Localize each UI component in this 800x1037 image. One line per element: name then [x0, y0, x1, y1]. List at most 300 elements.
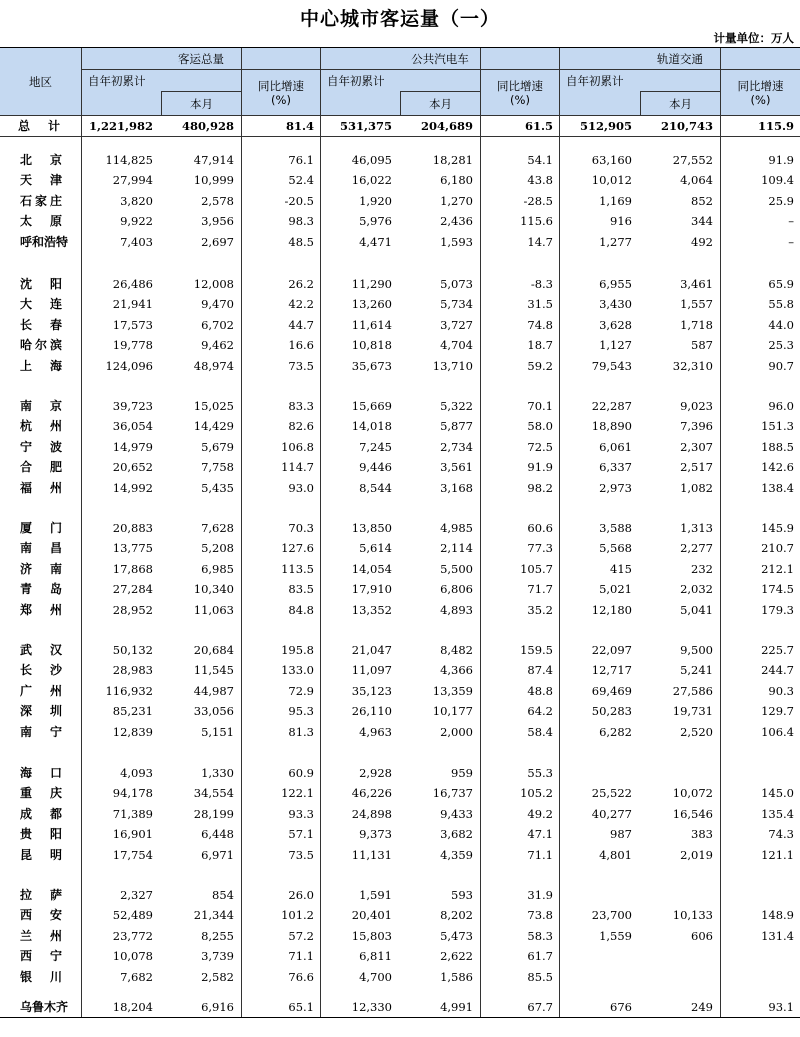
cell-rail-ytd: 25,522	[591, 786, 632, 800]
cell-rail-yoy: 142.6	[761, 460, 794, 474]
table-row	[0, 722, 800, 742]
cell-total-ytd: 14,979	[112, 440, 153, 454]
cell-bus-yoy: 59.2	[527, 359, 553, 373]
cell-bus-yoy: 71.1	[527, 848, 553, 862]
cell-bus-yoy: 49.2	[527, 807, 553, 821]
cell-total-yoy: 16.6	[288, 338, 314, 352]
cell-total-month: 28,199	[193, 807, 234, 821]
header-ytd-total: 自年初累计	[82, 70, 241, 115]
cell-rail-yoy: 74.3	[768, 827, 794, 841]
cell-total-ytd: 28,983	[112, 663, 153, 677]
cell-bus-yoy: 64.2	[527, 704, 553, 718]
cell-rail-month	[637, 946, 713, 966]
cell-rail-month	[637, 763, 713, 783]
cell-bus-month: 5,322	[440, 399, 473, 413]
cell-rail-ytd: 4,801	[599, 848, 632, 862]
cell-bus-ytd: 5,976	[359, 214, 392, 228]
header-group-total: 客运总量	[82, 48, 320, 69]
region-name: 上海	[20, 359, 62, 373]
cell-total-yoy: 98.3	[288, 214, 314, 228]
cell-rail-month: 606	[691, 929, 713, 943]
cell-bus-yoy: 54.1	[527, 153, 553, 167]
cell-bus-yoy: 14.7	[527, 235, 553, 249]
cell-rail-yoy: 129.7	[761, 704, 794, 718]
cell-total-yoy: 81.4	[285, 119, 314, 133]
cell-rail-month: 344	[691, 214, 713, 228]
cell-rail-yoy: 151.3	[761, 419, 794, 433]
cell-bus-ytd: 11,290	[351, 277, 392, 291]
cell-rail-ytd: 6,282	[599, 725, 632, 739]
cell-rail-ytd	[556, 763, 632, 783]
cell-bus-month: 5,473	[440, 929, 473, 943]
cell-rail-ytd: 5,568	[599, 541, 632, 555]
total-bottom-rule	[0, 136, 800, 137]
table-row	[0, 191, 800, 211]
cell-rail-yoy: 148.9	[761, 908, 794, 922]
table-row	[0, 335, 800, 355]
table-row	[0, 763, 800, 783]
cell-rail-yoy: 188.5	[761, 440, 794, 454]
table-row	[0, 885, 800, 905]
cell-rail-yoy	[718, 763, 794, 783]
cell-rail-month: 383	[691, 827, 713, 841]
cell-rail-ytd: 6,061	[599, 440, 632, 454]
cell-total-yoy: 76.1	[288, 153, 314, 167]
cell-total-yoy: -20.5	[284, 194, 314, 208]
table-bottom-rule	[0, 1017, 800, 1018]
cell-bus-ytd: 11,131	[351, 848, 392, 862]
cell-rail-ytd: 50,283	[591, 704, 632, 718]
cell-rail-ytd: 916	[610, 214, 632, 228]
cell-bus-yoy: -28.5	[523, 194, 553, 208]
cell-rail-month: 210,743	[660, 119, 713, 133]
cell-bus-month: 2,622	[440, 949, 473, 963]
header-divider	[640, 91, 720, 92]
cell-rail-yoy	[718, 967, 794, 987]
table-row	[0, 478, 800, 498]
cell-bus-month: 2,734	[440, 440, 473, 454]
cell-bus-month: 5,734	[440, 297, 473, 311]
cell-total-ytd: 27,994	[112, 173, 153, 187]
region-name: 银川	[20, 970, 62, 984]
cell-bus-month: 3,727	[440, 318, 473, 332]
cell-bus-month: 8,202	[440, 908, 473, 922]
region-name: 广州	[20, 684, 62, 698]
cell-rail-ytd: 6,337	[599, 460, 632, 474]
region-name: 南宁	[20, 725, 62, 739]
cell-total-month: 9,462	[201, 338, 234, 352]
cell-rail-yoy	[718, 946, 794, 966]
region-name: 沈阳	[20, 277, 62, 291]
cell-total-yoy: 48.5	[288, 235, 314, 249]
table-row	[0, 660, 800, 680]
region-name: 昆明	[20, 848, 62, 862]
cell-total-month: 44,987	[193, 684, 234, 698]
cell-rail-ytd	[556, 946, 632, 966]
cell-rail-ytd: 18,890	[591, 419, 632, 433]
table-row	[0, 681, 800, 701]
cell-total-yoy: 122.1	[281, 786, 314, 800]
cell-bus-yoy: 61.5	[524, 119, 553, 133]
header-yoy-label: 同比增速	[497, 78, 543, 93]
cell-bus-month: 204,689	[420, 119, 473, 133]
cell-rail-month: 10,133	[672, 908, 713, 922]
cell-bus-ytd: 531,375	[339, 119, 392, 133]
cell-total-month: 5,435	[201, 481, 234, 495]
cell-total-ytd: 28,952	[112, 603, 153, 617]
table-row	[0, 701, 800, 721]
cell-total-ytd: 116,932	[105, 684, 153, 698]
cell-rail-month: 2,517	[680, 460, 713, 474]
cell-total-month: 6,985	[201, 562, 234, 576]
header-divider	[161, 91, 241, 92]
cell-rail-ytd: 676	[610, 1000, 632, 1014]
cell-rail-yoy: 93.1	[768, 1000, 794, 1014]
region-name: 西安	[20, 908, 62, 922]
cell-total-month: 2,697	[201, 235, 234, 249]
cell-bus-month: 13,710	[432, 359, 473, 373]
cell-total-ytd: 20,652	[112, 460, 153, 474]
cell-bus-yoy: 85.5	[527, 970, 553, 984]
cell-rail-month: 3,461	[680, 277, 713, 291]
cell-total-yoy: 73.5	[288, 848, 314, 862]
cell-bus-month: 16,737	[432, 786, 473, 800]
cell-total-yoy: 44.7	[288, 318, 314, 332]
cell-bus-ytd: 24,898	[351, 807, 392, 821]
cell-total-month: 48,974	[193, 359, 234, 373]
table-row	[0, 396, 800, 416]
cell-total-yoy: 26.2	[288, 277, 314, 291]
cell-total-month: 3,739	[201, 949, 234, 963]
cell-bus-ytd: 4,471	[359, 235, 392, 249]
cell-bus-month: 4,704	[440, 338, 473, 352]
cell-total-month: 12,008	[193, 277, 234, 291]
cell-bus-month: 2,000	[440, 725, 473, 739]
cell-total-ytd: 36,054	[112, 419, 153, 433]
cell-total-month: 5,679	[201, 440, 234, 454]
cell-rail-yoy: 90.3	[768, 684, 794, 698]
cell-rail-month: 4,064	[680, 173, 713, 187]
region-name: 杭州	[20, 419, 62, 433]
table-row	[0, 416, 800, 436]
cell-total-ytd: 7,682	[120, 970, 153, 984]
cell-bus-ytd: 10,818	[351, 338, 392, 352]
cell-total-month: 34,554	[193, 786, 234, 800]
cell-bus-month: 6,180	[440, 173, 473, 187]
cell-bus-ytd: 15,669	[351, 399, 392, 413]
cell-bus-month: 1,586	[440, 970, 473, 984]
cell-bus-month: 5,500	[440, 562, 473, 576]
region-name: 呼和浩特	[20, 235, 69, 249]
header-yoy-label: 同比增速	[737, 78, 784, 93]
cell-total-ytd: 71,389	[112, 807, 153, 821]
cell-bus-yoy: 55.3	[527, 766, 553, 780]
header-yoy-rail	[721, 70, 800, 115]
table-row	[0, 946, 800, 966]
cell-rail-month: 1,313	[680, 521, 713, 535]
cell-total-yoy: 52.4	[288, 173, 314, 187]
cell-bus-month: 593	[451, 888, 473, 902]
cell-rail-ytd: 3,628	[599, 318, 632, 332]
cell-total-ytd: 19,778	[112, 338, 153, 352]
cell-total-month: 15,025	[193, 399, 234, 413]
cell-total-yoy: 195.8	[281, 643, 314, 657]
cell-rail-month: 32,310	[672, 359, 713, 373]
cell-total-yoy: 42.2	[288, 297, 314, 311]
cell-bus-month: 959	[451, 766, 473, 780]
region-name: 大连	[20, 297, 62, 311]
cell-bus-yoy: 60.6	[527, 521, 553, 535]
cell-total-yoy: 76.6	[288, 970, 314, 984]
cell-bus-ytd: 26,110	[351, 704, 392, 718]
cell-bus-yoy: 73.8	[527, 908, 553, 922]
cell-bus-month: 3,168	[440, 481, 473, 495]
region-name: 北京	[20, 153, 62, 167]
cell-total-month: 10,340	[193, 582, 234, 596]
cell-total-month: 5,208	[201, 541, 234, 555]
cell-total-month: 10,999	[193, 173, 234, 187]
header-ytd-bus: 自年初累计	[321, 70, 480, 115]
cell-bus-yoy: 77.3	[527, 541, 553, 555]
cell-rail-yoy: 210.7	[761, 541, 794, 555]
cell-bus-yoy: 105.2	[520, 786, 553, 800]
table-row	[0, 232, 800, 252]
cell-total-yoy: 127.6	[281, 541, 314, 555]
cell-bus-yoy: 58.4	[527, 725, 553, 739]
cell-rail-month: 2,019	[680, 848, 713, 862]
cell-rail-ytd: 79,543	[591, 359, 632, 373]
cell-rail-month: 19,731	[672, 704, 713, 718]
cell-total-ytd: 12,839	[112, 725, 153, 739]
table-row	[0, 457, 800, 477]
cell-total-yoy: 84.8	[288, 603, 314, 617]
table-row	[0, 845, 800, 865]
cell-total-month: 1,330	[201, 766, 234, 780]
cell-bus-month: 4,991	[440, 1000, 473, 1014]
cell-rail-yoy: –	[788, 235, 794, 249]
cell-rail-month: 852	[691, 194, 713, 208]
region-name: 哈尔滨	[20, 338, 62, 352]
table-row	[0, 538, 800, 558]
region-name: 乌鲁木齐	[20, 1000, 69, 1014]
cell-total-month: 3,956	[201, 214, 234, 228]
cell-bus-month: 5,073	[440, 277, 473, 291]
cell-rail-yoy: 90.7	[768, 359, 794, 373]
cell-bus-yoy: 48.8	[527, 684, 553, 698]
cell-total-month: 480,928	[181, 119, 234, 133]
cell-rail-month: 492	[691, 235, 713, 249]
header-group-rail: 轨道交通	[560, 48, 800, 69]
cell-rail-ytd: 22,097	[591, 643, 632, 657]
cell-total-ytd: 17,573	[112, 318, 153, 332]
cell-total-ytd: 94,178	[112, 786, 153, 800]
region-name: 拉萨	[20, 888, 62, 902]
cell-rail-ytd: 1,127	[599, 338, 632, 352]
cell-bus-ytd: 6,811	[359, 949, 392, 963]
cell-rail-yoy: 212.1	[761, 562, 794, 576]
cell-total-month: 6,971	[201, 848, 234, 862]
cell-rail-month: 27,552	[672, 153, 713, 167]
cell-bus-yoy: 71.7	[527, 582, 553, 596]
cell-total-ytd: 17,868	[112, 562, 153, 576]
cell-bus-ytd: 46,095	[351, 153, 392, 167]
region-name: 郑州	[20, 603, 62, 617]
cell-total-yoy: 60.9	[288, 766, 314, 780]
header-yoy-bus	[481, 70, 559, 115]
cell-bus-yoy: 115.6	[520, 214, 553, 228]
cell-total-ytd: 3,820	[120, 194, 153, 208]
cell-total-yoy: 57.2	[288, 929, 314, 943]
cell-bus-yoy: 18.7	[527, 338, 553, 352]
cell-rail-month	[637, 885, 713, 905]
table-row	[0, 170, 800, 190]
cell-total-ytd: 85,231	[112, 704, 153, 718]
cell-bus-yoy: 35.2	[527, 603, 553, 617]
region-name: 南昌	[20, 541, 62, 555]
cell-rail-ytd: 2,973	[599, 481, 632, 495]
cell-total-yoy: 83.5	[288, 582, 314, 596]
cell-bus-month: 2,114	[440, 541, 473, 555]
cell-total-ytd: 10,078	[112, 949, 153, 963]
region-name: 太原	[20, 214, 62, 228]
cell-total-ytd: 16,901	[112, 827, 153, 841]
cell-rail-month: 27,586	[672, 684, 713, 698]
cell-total-ytd: 9,922	[120, 214, 153, 228]
cell-total-ytd: 21,941	[112, 297, 153, 311]
cell-total-month: 9,470	[201, 297, 234, 311]
region-name: 总 计	[18, 119, 60, 133]
region-name: 石家庄	[20, 194, 62, 208]
cell-rail-yoy: 44.0	[768, 318, 794, 332]
cell-rail-ytd: 23,700	[591, 908, 632, 922]
table-row	[0, 967, 800, 987]
cell-total-yoy: 93.3	[288, 807, 314, 821]
cell-bus-ytd: 35,673	[351, 359, 392, 373]
table-row	[0, 274, 800, 294]
cell-rail-yoy: 109.4	[761, 173, 794, 187]
table-row	[0, 600, 800, 620]
cell-total-month: 7,758	[201, 460, 234, 474]
cell-bus-month: 5,877	[440, 419, 473, 433]
unit-label: 计量单位：万人	[713, 31, 794, 45]
cell-total-month: 8,255	[201, 929, 234, 943]
cell-bus-yoy: 98.2	[527, 481, 553, 495]
header-yoy-unit: (%)	[271, 92, 291, 107]
cell-total-yoy: 83.3	[288, 399, 314, 413]
cell-bus-month: 4,359	[440, 848, 473, 862]
cell-rail-yoy: 145.0	[761, 786, 794, 800]
table-row	[0, 640, 800, 660]
cell-bus-month: 18,281	[432, 153, 473, 167]
table-row	[0, 905, 800, 925]
cell-rail-yoy: 25.3	[768, 338, 794, 352]
cell-total-yoy: 82.6	[288, 419, 314, 433]
cell-rail-ytd	[556, 967, 632, 987]
cell-total-ytd: 2,327	[120, 888, 153, 902]
cell-total-ytd: 114,825	[105, 153, 153, 167]
region-name: 宁波	[20, 440, 62, 454]
cell-bus-ytd: 2,928	[359, 766, 392, 780]
cell-total-yoy: 65.1	[288, 1000, 314, 1014]
cell-total-yoy: 113.5	[281, 562, 314, 576]
cell-bus-yoy: 105.7	[520, 562, 553, 576]
cell-bus-month: 9,433	[440, 807, 473, 821]
cell-rail-ytd: 987	[610, 827, 632, 841]
cell-bus-yoy: 159.5	[520, 643, 553, 657]
cell-rail-yoy: 121.1	[761, 848, 794, 862]
cell-total-ytd: 52,489	[112, 908, 153, 922]
cell-bus-yoy: -8.3	[530, 277, 553, 291]
cell-rail-ytd: 12,717	[591, 663, 632, 677]
table-row	[0, 437, 800, 457]
cell-rail-ytd: 22,287	[591, 399, 632, 413]
cell-rail-yoy: 135.4	[761, 807, 794, 821]
cell-bus-month: 8,482	[440, 643, 473, 657]
cell-bus-yoy: 91.9	[527, 460, 553, 474]
table-row	[0, 211, 800, 231]
cell-bus-yoy: 70.1	[527, 399, 553, 413]
table-row	[0, 824, 800, 844]
column-divider	[640, 91, 641, 115]
cell-rail-ytd: 1,559	[599, 929, 632, 943]
cell-rail-ytd: 3,430	[599, 297, 632, 311]
cell-total-yoy: 81.3	[288, 725, 314, 739]
region-name: 兰州	[20, 929, 62, 943]
cell-rail-month: 249	[691, 1000, 713, 1014]
cell-bus-yoy: 72.5	[527, 440, 553, 454]
cell-bus-month: 4,893	[440, 603, 473, 617]
region-name: 长沙	[20, 663, 62, 677]
cell-rail-month: 10,072	[672, 786, 713, 800]
region-name: 长春	[20, 318, 62, 332]
cell-total-ytd: 39,723	[112, 399, 153, 413]
cell-total-month: 6,916	[201, 1000, 234, 1014]
cell-bus-month: 6,806	[440, 582, 473, 596]
cell-rail-yoy: 65.9	[768, 277, 794, 291]
table-row	[0, 783, 800, 803]
cell-rail-yoy: 179.3	[761, 603, 794, 617]
cell-rail-month	[637, 967, 713, 987]
cell-rail-yoy: 115.9	[757, 119, 794, 133]
region-name: 合肥	[20, 460, 62, 474]
cell-total-ytd: 14,992	[112, 481, 153, 495]
cell-bus-month: 3,682	[440, 827, 473, 841]
header-divider	[400, 91, 480, 92]
cell-rail-ytd: 6,955	[599, 277, 632, 291]
cell-total-month: 2,582	[201, 970, 234, 984]
total-row	[0, 116, 800, 136]
table-row	[0, 997, 800, 1017]
cell-rail-month: 2,520	[680, 725, 713, 739]
cell-bus-ytd: 7,245	[359, 440, 392, 454]
region-name: 重庆	[20, 786, 62, 800]
cell-bus-ytd: 35,123	[351, 684, 392, 698]
region-name: 西宁	[20, 949, 62, 963]
cell-rail-yoy: 55.8	[768, 297, 794, 311]
cell-bus-ytd: 9,446	[359, 460, 392, 474]
cell-total-ytd: 17,754	[112, 848, 153, 862]
cell-rail-month: 1,557	[680, 297, 713, 311]
cell-bus-ytd: 4,963	[359, 725, 392, 739]
cell-rail-ytd: 1,169	[599, 194, 632, 208]
cell-total-ytd: 124,096	[105, 359, 153, 373]
header-ytd-rail: 自年初累计	[560, 70, 720, 115]
cell-rail-ytd: 12,180	[591, 603, 632, 617]
cell-total-ytd: 18,204	[112, 1000, 153, 1014]
cell-bus-month: 3,561	[440, 460, 473, 474]
cell-rail-yoy: 145.9	[761, 521, 794, 535]
cell-total-ytd: 50,132	[112, 643, 153, 657]
